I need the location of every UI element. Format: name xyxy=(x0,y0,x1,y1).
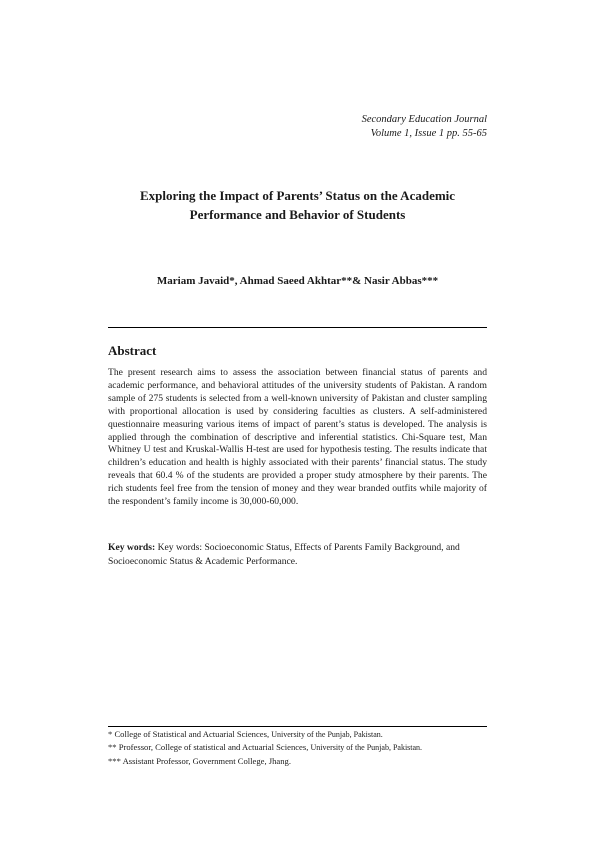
article-title-line2: Performance and Behavior of Students xyxy=(189,207,406,222)
footnote-2 xyxy=(108,741,508,754)
footnote-1 xyxy=(108,728,508,741)
footnote-divider xyxy=(108,726,487,727)
journal-header xyxy=(362,113,487,141)
footnote-2-affiliation: University of the Punjab, Pakistan. xyxy=(310,743,423,753)
article-authors: Mariam Javaid*, Ahmad Saeed Akhtar**& Nasir Abbas*** xyxy=(156,275,439,287)
keywords-text: Key words: Socioeconomic Status, Effects of Parents Family Background, and Socioeconomic Status & Academic Performance. xyxy=(108,542,460,567)
article-title-line1: Exploring the Impact of Parents’ Status on the Academic xyxy=(139,188,456,203)
journal-name: Secondary Education Journal xyxy=(361,114,487,125)
footnote-2-main: ** Professor, College of statistical and Actuarial Sciences, xyxy=(108,742,311,753)
footnote-3: *** Assistant Professor, Government College, Jhang. xyxy=(108,755,291,766)
abstract-heading: Abstract xyxy=(108,343,157,358)
footnote-1-main: * College of Statistical and Actuarial Sciences, xyxy=(108,729,272,739)
footnote-1-affiliation: University of the Punjab, Pakistan. xyxy=(271,730,383,739)
article-title xyxy=(108,186,487,224)
journal-issue: Volume 1, Issue 1 pp. 55-65 xyxy=(370,128,487,139)
abstract-body: The present research aims to assess the association between financial status of parents and academic performance, and behavioral attitudes of the university students of Pakistan. A random sample of 275 students is selected from a well-known university of Pakistan and cluster sampling with proportional allocation is used by considering faculties as clusters. A self-administered questionnaire measuring various items of impact of parent’s status is developed. The analysis is applied through the combination of descriptive and inferential statistics. Chi-Square test, Man Whitney U test and Kruskal-Wallis H-test are used for hypothesis testing. The results indicate that children’s education and health is highly associated with their parents’ financial status. The study reveals that 60.4 % of the students are provided a proper study atmosphere by their parents. The rich students feel free from the tension of money and they wear branded outfits while majority of the respondent’s family income is 30,000-60,000. xyxy=(108,367,487,508)
section-divider xyxy=(108,327,487,328)
keywords xyxy=(108,541,487,569)
footnotes xyxy=(108,728,508,767)
keywords-label: Key words: xyxy=(108,542,156,553)
